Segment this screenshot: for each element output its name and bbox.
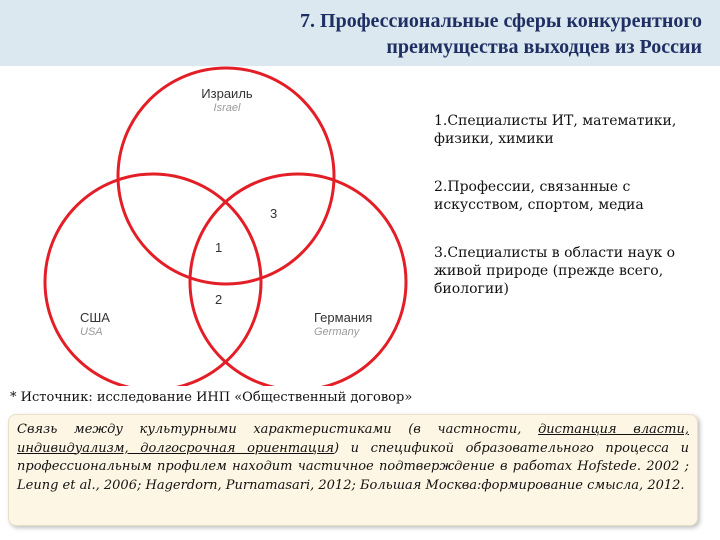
circle-sublabel-usa: USA: [80, 326, 103, 338]
venn-diagram: [0, 66, 430, 386]
conclusion-text-underlined: дистанция власти, индивидуализм, долгосрочная ориентация: [17, 422, 689, 456]
conclusion-text-part2: ) и спецификой образовательного процесса и профессиональным профилем находит частичное подтверждение в работах Hofstede. 2002 ; Leung et al., 2006; Hagerdorn, Purnamasari, 2012; Большая Москва:формирование смысла, 2012.: [17, 440, 690, 493]
circle-usa: [45, 174, 261, 386]
region-number-3: 3: [270, 206, 278, 221]
circle-sublabel-germany: Germany: [314, 326, 360, 338]
region-number-1: 1: [215, 240, 223, 255]
source-note: * Источник: исследование ИНП «Общественный договор»: [10, 390, 413, 405]
circle-label-israel: Израиль: [201, 86, 253, 101]
circle-label-usa: США: [80, 310, 110, 325]
slide-title-line1: 7. Профессиональные сферы конкурентного: [300, 10, 702, 32]
circle-sublabel-israel: Israel: [213, 102, 241, 114]
legend-item-2: 2.Профессии, связанные с искусством, спортом, медиа: [434, 179, 644, 213]
circle-germany: [190, 174, 406, 386]
legend-item-3: 3.Специалисты в области наук о живой природе (прежде всего, биологии): [434, 245, 676, 297]
slide-title: [300, 8, 702, 60]
title-bar: [0, 0, 720, 66]
circle-label-germany: Германия: [314, 310, 373, 325]
slide-title-line2: преимущества выходцев из России: [386, 36, 702, 58]
conclusion-text: [17, 421, 689, 495]
legend-item-1: 1.Специалисты ИТ, математики, физики, химики: [434, 113, 677, 147]
region-number-2: 2: [215, 292, 223, 307]
conclusion-box: [8, 414, 698, 526]
conclusion-text-part1: Связь между культурными характеристиками (в частности,: [17, 422, 539, 437]
